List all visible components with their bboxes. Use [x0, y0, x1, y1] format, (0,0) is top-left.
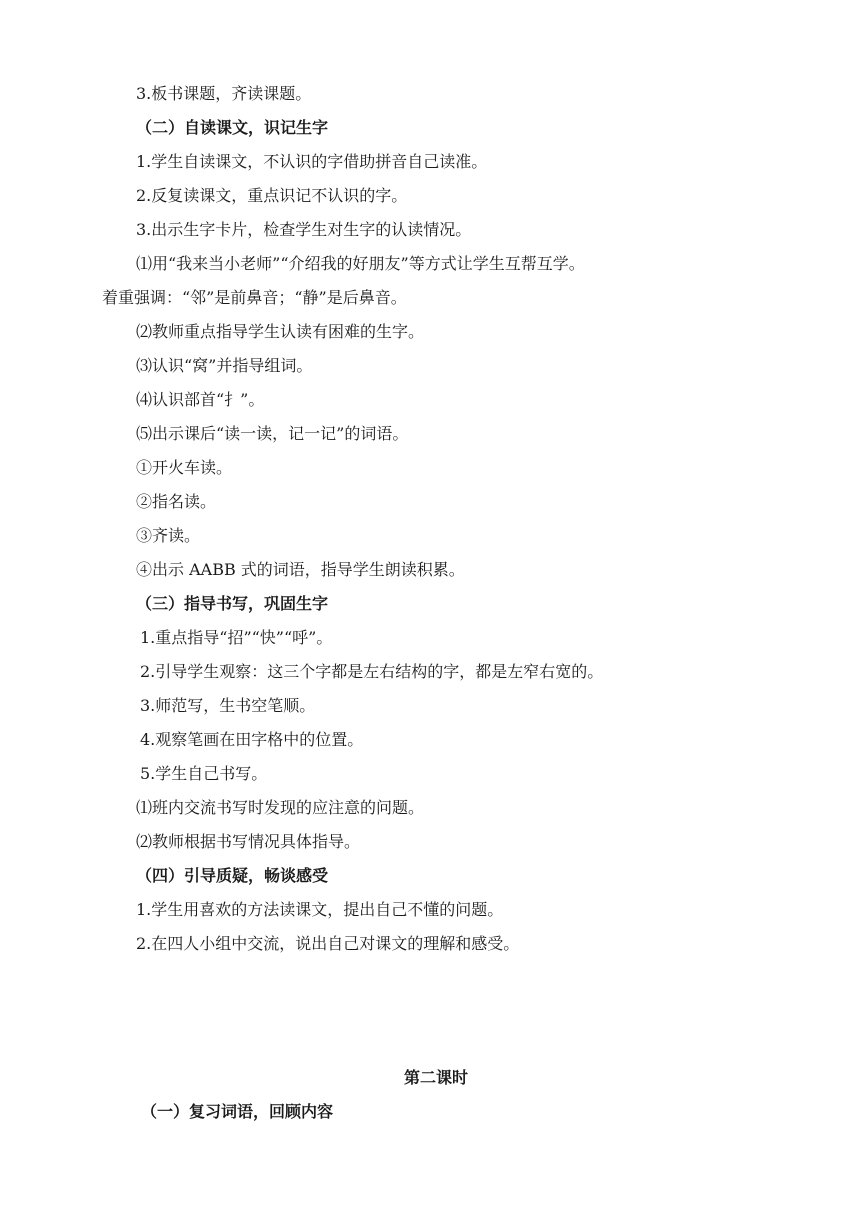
- text-line: 2.引导学生观察：这三个字都是左右结构的字，都是左窄右宽的。: [140, 662, 604, 681]
- text-line: 1.学生自读课文，不认识的字借助拼音自己读准。: [136, 152, 488, 171]
- text-line: 2.反复读课文，重点识记不认识的字。: [136, 186, 408, 205]
- text-line: ⑶认识“窝”并指导组词。: [136, 356, 313, 375]
- text-line: 1.学生用喜欢的方法读课文，提出自己不懂的问题。: [136, 900, 504, 919]
- section-heading: （四）引导质疑，畅谈感受: [136, 866, 329, 885]
- text-line: ⑸出示课后“读一读，记一记”的词语。: [136, 424, 409, 443]
- lesson-title: 第二课时: [404, 1068, 469, 1087]
- text-line: ⑵教师根据书写情况具体指导。: [136, 832, 361, 851]
- text-line: ④出示 AABB 式的词语，指导学生朗读积累。: [136, 560, 465, 579]
- text-line: 5.学生自己书写。: [140, 764, 268, 783]
- text-line: 4.观察笔画在田字格中的位置。: [140, 730, 364, 749]
- text-line: ⑷认识部首“⺘”。: [136, 390, 265, 409]
- section-heading: （一）复习词语，回顾内容: [141, 1102, 334, 1121]
- text-line: ③齐读。: [136, 526, 201, 545]
- text-line: ①开火车读。: [136, 458, 233, 477]
- text-line: ②指名读。: [136, 492, 217, 511]
- text-line: ⑴班内交流书写时发现的应注意的问题。: [136, 798, 425, 817]
- text-line: ⑵教师重点指导学生认读有困难的生字。: [136, 322, 425, 341]
- text-line: 2.在四人小组中交流，说出自己对课文的理解和感受。: [136, 934, 520, 953]
- text-line: 1.重点指导“招”“快”“呼”。: [140, 628, 333, 647]
- text-line: 着重强调：“邻”是前鼻音；“静”是后鼻音。: [102, 288, 407, 307]
- text-line: 3.师范写，生书空笔顺。: [140, 696, 316, 715]
- text-line: 3.出示生字卡片，检查学生对生字的认读情况。: [136, 220, 472, 239]
- section-heading: （二）自读课文，识记生字: [136, 118, 329, 137]
- text-line: 3.板书课题，齐读课题。: [136, 84, 312, 103]
- text-line: ⑴用“我来当小老师”“介绍我的好朋友”等方式让学生互帮互学。: [136, 254, 585, 273]
- section-heading: （三）指导书写，巩固生字: [136, 594, 329, 613]
